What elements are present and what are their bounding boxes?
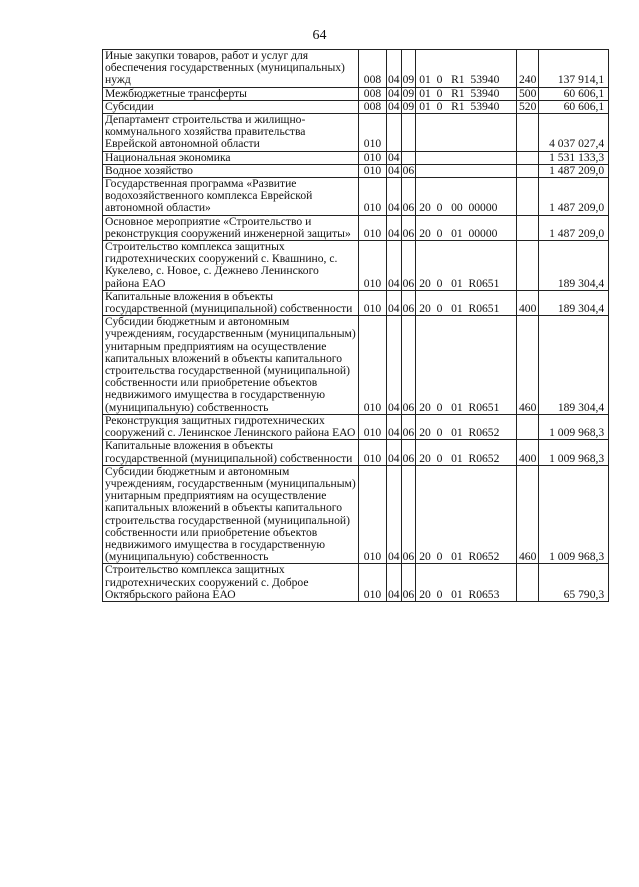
table-row: [103, 100, 609, 113]
section-code-cell: 04: [388, 99, 400, 113]
ved-code-cell: 010: [359, 164, 387, 177]
target-article-code-cell: 20 0 01 R0651: [416, 290, 517, 315]
amount-cell: 137 914,1: [539, 50, 609, 88]
row-name-cell: Субсидии бюджетным и автономным учреждениям, государственным (муниципальным) унитарным предприятиям на осуществление капитальных вложений в объекты капитального строительства государственной (муниципальной) собственности или приобретение объектов недвижимого имущества в государственную (муниципальную) собственность: [103, 465, 359, 564]
expense-type-code-cell: 400: [517, 290, 539, 315]
subsection-code-cell: 06: [401, 440, 416, 465]
amount-cell: 4 037 027,4: [539, 114, 609, 152]
table-row: [103, 564, 609, 602]
section-code-cell: 04: [387, 241, 402, 291]
amount-cell: 1 487 209,0: [539, 215, 609, 240]
target-article-code-cell: 20 0 01 R0651: [416, 316, 517, 415]
section-code-cell: 04: [387, 50, 402, 88]
expense-type-code-cell: [517, 564, 539, 602]
ved-code-cell: 010: [359, 440, 387, 465]
row-name-cell: Капитальные вложения в объекты государственной (муниципальной) собственности: [103, 440, 359, 465]
section-code-cell: 04: [388, 86, 400, 100]
subsection-code-cell: 06: [401, 215, 416, 240]
row-name-cell: Государственная программа «Развитие водохозяйственного комплекса Еврейской автономной области»: [103, 178, 359, 216]
subsection-code-cell: 06: [401, 465, 416, 564]
ved-code-cell: 010: [359, 114, 387, 152]
section-code-cell: 04: [387, 215, 402, 240]
amount-cell: 1 487 209,0: [539, 164, 609, 177]
ved-code-cell: 010: [359, 178, 387, 216]
row-name-cell: Иные закупки товаров, работ и услуг для обеспечения государственных (муниципальных) нужд: [103, 50, 359, 88]
row-name-cell: Субсидии: [103, 100, 359, 113]
subsection-code-cell: [401, 151, 416, 164]
amount-cell: 1 009 968,3: [539, 440, 609, 465]
expense-type-code-cell: [517, 215, 539, 240]
table-row: [103, 50, 609, 88]
amount-cell: 189 304,4: [539, 316, 609, 415]
subsection-code-cell: 06: [401, 316, 416, 415]
section-code-cell: 04: [388, 150, 400, 164]
expense-type-code-cell: [517, 178, 539, 216]
row-name-cell: Межбюджетные трансферты: [103, 87, 359, 100]
ved-code-cell: 010: [359, 241, 387, 291]
table-row: [103, 178, 609, 216]
expense-type-code-cell: [517, 414, 539, 439]
row-name-cell: Строительство комплекса защитных гидротехнических сооружений с. Квашнино, с. Кукелево, с. Новое, с. Дежнево Ленинского района ЕАО: [103, 241, 359, 291]
row-name-cell: Капитальные вложения в объекты государственной (муниципальной) собственности: [103, 290, 359, 315]
target-article-code-cell: 20 0 01 R0652: [416, 465, 517, 564]
ved-code-cell: 010: [359, 316, 387, 415]
target-article-code-cell: [416, 114, 517, 152]
page-number: 64: [312, 28, 327, 43]
ved-code-cell: 010: [359, 151, 387, 164]
section-code-cell: [387, 114, 402, 152]
table-row: [103, 241, 609, 291]
amount-cell: 60 606,1: [539, 87, 609, 100]
expense-type-code-cell: [517, 114, 539, 152]
ved-code-cell: 010: [359, 465, 387, 564]
ved-code-cell: 008: [359, 100, 387, 113]
table-row: [103, 215, 609, 240]
target-article-code-cell: [416, 164, 517, 177]
section-code-cell: 04: [387, 465, 402, 564]
target-article-code-cell: 20 0 00 00000: [416, 178, 517, 216]
row-name-cell: Реконструкция защитных гидротехнических сооружений с. Ленинское Ленинского района ЕАО: [103, 414, 359, 439]
section-code-cell: 04: [387, 440, 402, 465]
expense-type-code-cell: 400: [517, 440, 539, 465]
subsection-code-cell: 09: [401, 50, 416, 88]
budget-table: [102, 49, 609, 602]
ved-code-cell: 008: [359, 50, 387, 88]
amount-cell: 189 304,4: [539, 290, 609, 315]
expense-type-code-cell: 240: [517, 50, 539, 88]
table-row: [103, 164, 609, 177]
table-row: [103, 440, 609, 465]
row-name-cell: Департамент строительства и жилищно-коммунального хозяйства правительства Еврейской автономной области: [103, 114, 359, 152]
target-article-code-cell: 20 0 01 R0651: [416, 241, 517, 291]
table-row: [103, 290, 609, 315]
target-article-code-cell: 01 0 R1 53940: [416, 100, 517, 113]
table-row: [103, 316, 609, 415]
ved-code-cell: 010: [359, 290, 387, 315]
target-article-code-cell: 20 0 01 R0653: [416, 564, 517, 602]
table-row: [103, 465, 609, 564]
target-article-code-cell: 01 0 R1 53940: [416, 87, 517, 100]
row-name-cell: Национальная экономика: [103, 151, 359, 164]
expense-type-code-cell: 460: [517, 316, 539, 415]
expense-type-code-cell: [517, 241, 539, 291]
subsection-code-cell: 06: [401, 290, 416, 315]
subsection-code-cell: 09: [402, 86, 415, 100]
section-code-cell: 04: [387, 564, 402, 602]
section-code-cell: 04: [388, 163, 400, 177]
ved-code-cell: 010: [359, 215, 387, 240]
row-name-cell: Основное мероприятие «Строительство и реконструкция сооружений инженерной защиты»: [103, 215, 359, 240]
table-row: [103, 114, 609, 152]
amount-cell: 65 790,3: [539, 564, 609, 602]
expense-type-code-cell: 520: [517, 100, 539, 113]
amount-cell: 60 606,1: [539, 100, 609, 113]
table-row: [103, 151, 609, 164]
subsection-code-cell: 06: [401, 414, 416, 439]
subsection-code-cell: 06: [401, 178, 416, 216]
expense-type-code-cell: 460: [517, 465, 539, 564]
section-code-cell: 04: [387, 290, 402, 315]
amount-cell: 1 009 968,3: [539, 414, 609, 439]
amount-cell: 189 304,4: [539, 241, 609, 291]
subsection-code-cell: [401, 114, 416, 152]
subsection-code-cell: 09: [402, 99, 415, 113]
expense-type-code-cell: [517, 151, 539, 164]
subsection-code-cell: 06: [401, 564, 416, 602]
table-row: [103, 414, 609, 439]
row-name-cell: Субсидии бюджетным и автономным учреждениям, государственным (муниципальным) унитарным предприятиям на осуществление капитальных вложений в объекты капитального строительства государственной (муниципальной) собственности или приобретение объектов недвижимого имущества в государственную (муниципальную) собственность: [103, 316, 359, 415]
amount-cell: 1 487 209,0: [539, 178, 609, 216]
table-row: [103, 87, 609, 100]
amount-cell: 1 531 133,3: [539, 151, 609, 164]
target-article-code-cell: [416, 151, 517, 164]
subsection-code-cell: 06: [401, 241, 416, 291]
expense-type-code-cell: [517, 164, 539, 177]
target-article-code-cell: 20 0 01 R0652: [416, 414, 517, 439]
section-code-cell: 04: [387, 414, 402, 439]
ved-code-cell: 010: [359, 564, 387, 602]
section-code-cell: 04: [387, 316, 402, 415]
subsection-code-cell: 06: [402, 163, 415, 177]
target-article-code-cell: 20 0 01 00000: [416, 215, 517, 240]
target-article-code-cell: 01 0 R1 53940: [416, 50, 517, 88]
amount-cell: 1 009 968,3: [539, 465, 609, 564]
row-name-cell: Строительство комплекса защитных гидротехнических сооружений с. Доброе Октябрьского района ЕАО: [103, 564, 359, 602]
row-name-cell: Водное хозяйство: [103, 164, 359, 177]
ved-code-cell: 008: [359, 87, 387, 100]
section-code-cell: 04: [387, 178, 402, 216]
target-article-code-cell: 20 0 01 R0652: [416, 440, 517, 465]
expense-type-code-cell: 500: [517, 87, 539, 100]
ved-code-cell: 010: [359, 414, 387, 439]
